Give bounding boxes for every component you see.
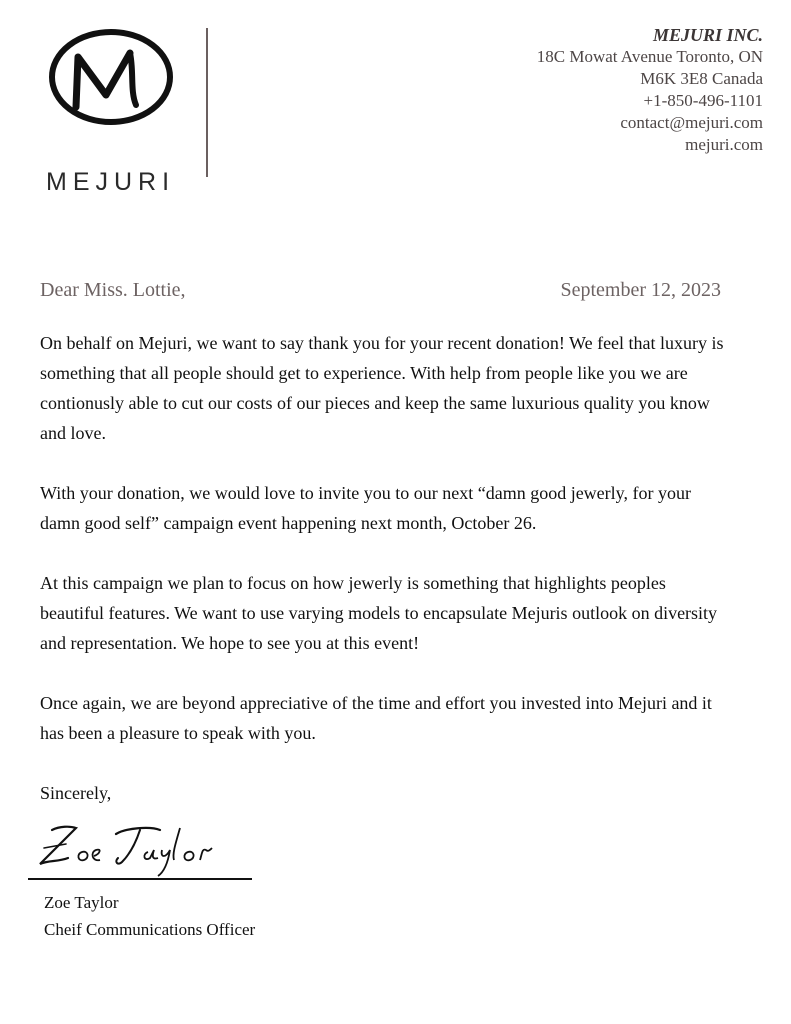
signer-block <box>44 889 255 943</box>
logo-wordmark: MEJURI <box>46 168 176 196</box>
company-name: MEJURI INC. <box>652 25 763 45</box>
header-divider <box>206 28 208 177</box>
letter-body <box>40 328 730 808</box>
address-line-2: M6K 3E8 Canada <box>640 69 763 88</box>
address-line-1: 18C Mowat Avenue Toronto, ON <box>536 47 763 66</box>
salutation: Dear Miss. Lottie, <box>40 279 186 301</box>
letter-date: September 12, 2023 <box>560 279 721 301</box>
body-paragraph: With your donation, we would love to invite you to our next “damn good jewerly, for your damn good self” campaign event happening next month, October 26. <box>40 483 691 533</box>
mejuri-m-logo-icon <box>44 27 179 137</box>
body-paragraph: At this campaign we plan to focus on how jewerly is something that highlights peoples beautiful features. We want to use varying models to encapsulate Mejuris outlook on diversity and representation. We hope to see you at this event! <box>40 573 718 653</box>
signer-name: Zoe Taylor <box>44 893 119 912</box>
signer-title: Cheif Communications Officer <box>44 920 256 939</box>
body-paragraph: On behalf on Mejuri, we want to say thank you for your recent donation! We feel that luxury is something that all people should get to experience. With help from people like you we are contionusly able to cut our costs of our pieces and keep the same luxurious quality you know and love. <box>40 333 724 443</box>
body-paragraph: Once again, we are beyond appreciative of the time and effort you invested into Mejuri and it has been a pleasure to speak with you. <box>40 693 712 743</box>
closing: Sincerely, <box>40 783 112 803</box>
company-email: contact@mejuri.com <box>620 113 763 132</box>
company-address-block <box>537 24 763 156</box>
company-logo <box>44 27 179 196</box>
signature-line <box>28 878 252 880</box>
handwritten-signature <box>30 818 270 878</box>
company-website: mejuri.com <box>685 135 763 154</box>
company-phone: +1-850-496-1101 <box>643 91 763 110</box>
